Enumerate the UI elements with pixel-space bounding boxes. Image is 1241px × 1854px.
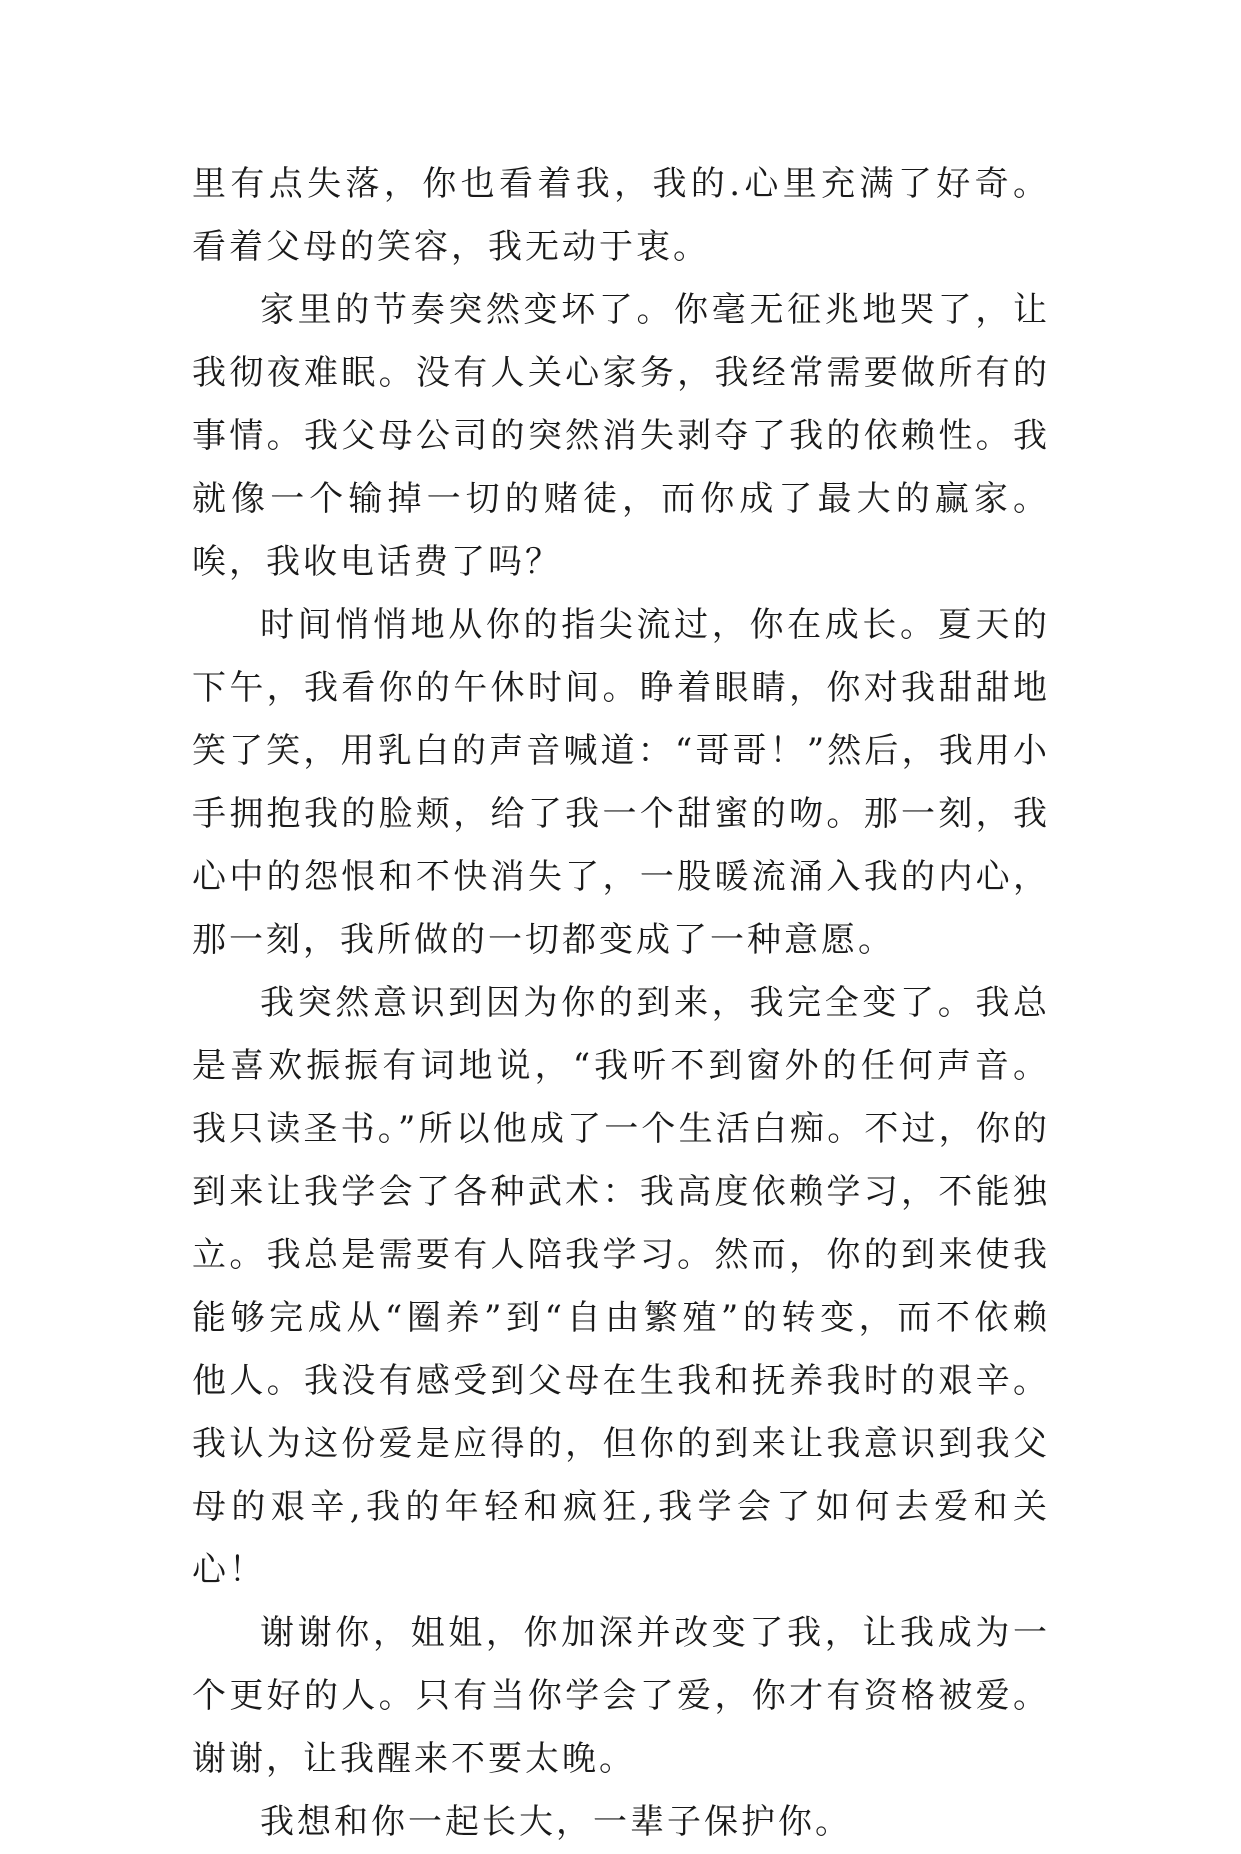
paragraph-4: 我突然意识到因为你的到来，我完全变了。我总是喜欢振振有词地说，“我听不到窗外的任何声音。我只读圣书。”所以他成了一个生活白痴。不过，你的到来让我学会了各种武术：我高度依赖学习，不能独立。我总是需要有人陪我学习。然而，你的到来使我能够完成从“圈养”到“自由繁殖”的转变，而不依赖他人。我没有感受到父母在生我和抚养我时的艰辛。我认为这份爱是应得的，但你的到来让我意识到我父母的艰辛,我的年轻和疯狂,我学会了如何去爱和关心！ [192,983,1050,1590]
paragraph-6: 我想和你一起长大，一辈子保护你。 [260,1802,852,1842]
paragraph-5: 谢谢你，姐姐，你加深并改变了我，让我成为一个更好的人。只有当你学会了爱，你才有资格被爱。谢谢，让我醒来不要太晚。 [192,1613,1050,1779]
paragraph-2: 家里的节奏突然变坏了。你毫无征兆地哭了，让我彻夜难眠。没有人关心家务，我经常需要做所有的事情。我父母公司的突然消失剥夺了我的依赖性。我就像一个输掉一切的赌徒，而你成了最大的赢家。唉，我收电话费了吗？ [192,290,1050,582]
paragraph-3: 时间悄悄地从你的指尖流过，你在成长。夏天的下午，我看你的午休时间。睁着眼睛，你对我甜甜地笑了笑，用乳白的声音喊道：“哥哥！”然后，我用小手拥抱我的脸颊，给了我一个甜蜜的吻。那一刻，我心中的怨恨和不快消失了，一股暖流涌入我的内心，那一刻，我所做的一切都变成了一种意愿。 [192,605,1050,960]
paragraph-1: 里有点失落，你也看着我，我的.心里充满了好奇。看着父母的笑容，我无动于衷。 [192,164,1050,267]
essay-body [192,153,1050,1854]
